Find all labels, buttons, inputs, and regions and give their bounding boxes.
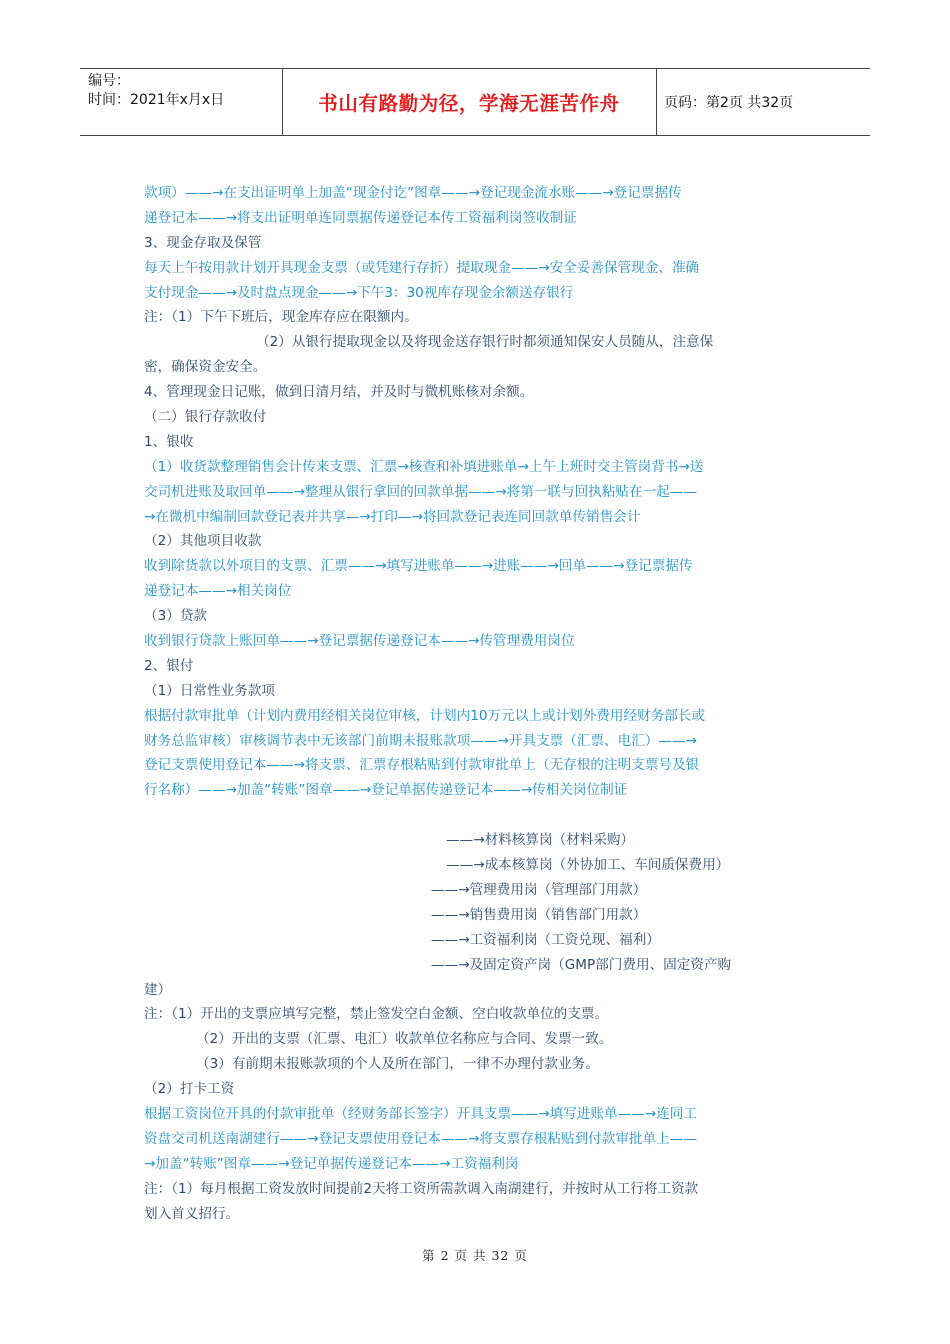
- text-line: 每天上午按用款计划开具现金支票（或凭建行存折）提取现金——→安全妥善保管现金、准确: [144, 259, 700, 276]
- text-line: 支付现金——→及时盘点现金——→下午3：30视库存现金余额送存银行: [144, 284, 574, 301]
- document-time-label: 时间：2021年x月x日: [88, 92, 225, 108]
- text-line: →在微机中编制回款登记表并共享—→打印—→将回款登记表连同回款单传销售会计: [144, 508, 641, 525]
- text-line: 注：（1）开出的支票应填写完整，禁止签发空白金额、空白收款单位的支票。: [144, 1006, 609, 1023]
- text-line: 划入首义招行。: [144, 1205, 240, 1222]
- text-line: 收到除货款以外项目的支票、汇票——→填写进账单——→进账——→回单——→登记票据传: [144, 558, 693, 575]
- text-line: 款项）——→在支出证明单上加盖“现金付讫”图章——→登记现金流水账——→登记票据传: [144, 185, 682, 201]
- text-line: 根据付款审批单（计划内费用经相关岗位审核，计划内10万元以上或计划外费用经财务部长或: [144, 707, 706, 724]
- document-body: [144, 181, 814, 1226]
- text-line: （3）有前期未报账款项的个人及所在部门，一律不办理付款业务。: [196, 1056, 599, 1073]
- text-line: 根据工资岗位开具的付款审批单（经财务部长签字）开具支票——→填写进账单——→连同工: [144, 1105, 697, 1122]
- text-line: ——→及固定资产岗（GMP部门费用、固定资产购: [431, 956, 732, 973]
- text-line: 注：（1）每月根据工资发放时间提前2天将工资所需款调入南湖建行，并按时从工行将工资款: [144, 1180, 699, 1197]
- blank-line: [144, 803, 814, 828]
- text-line: 递登记本——→将支出证明单连同票据传递登记本传工资福利岗签收制证: [144, 209, 577, 226]
- text-line: （2）开出的支票（汇票、电汇）收款单位名称应与合同、发票一致。: [196, 1031, 613, 1048]
- page-header: [80, 68, 870, 136]
- text-line: 密，确保资金安全。: [144, 359, 267, 376]
- header-motto: 书山有路勤为径，学海无涯苦作舟: [318, 92, 620, 115]
- text-line: （1）收货款整理销售会计传来支票、汇票→核查和补填进账单→上午上班时交主管岗背书→送: [144, 458, 704, 475]
- text-line: （3）贷款: [144, 608, 208, 625]
- page-footer: 第 2 页 共 32 页: [422, 1248, 528, 1263]
- text-line: （2）从银行提取现金以及将现金送存银行时都须通知保安人员随从，注意保: [256, 334, 714, 351]
- text-line: 1、银收: [144, 433, 194, 450]
- text-line: ——→材料核算岗（材料采购）: [446, 832, 635, 849]
- text-line: ——→成本核算岗（外协加工、车间质保费用）: [446, 857, 730, 874]
- header-divider: [656, 68, 657, 136]
- text-line: →加盖“转账”图章——→登记单据传递登记本——→工资福利岗: [144, 1155, 519, 1172]
- text-line: 资盘交司机送南湖建行——→登记支票使用登记本——→将支票存根粘贴到付款审批单上——: [144, 1130, 697, 1147]
- text-line: 3、现金存取及保管: [144, 234, 262, 251]
- text-line: （2）其他项目收款: [144, 533, 262, 550]
- text-line: 注：（1）下午下班后，现金库存应在限额内。: [144, 309, 418, 326]
- text-line: 建）: [144, 981, 172, 998]
- text-line: 收到银行贷款上账回单——→登记票据传递登记本——→传管理费用岗位: [144, 633, 575, 650]
- text-line: 登记支票使用登记本——→将支票、汇票存根粘贴到付款审批单上（无存根的注明支票号及银: [144, 757, 700, 774]
- text-line: 递登记本——→相关岗位: [144, 583, 292, 600]
- text-line: ——→销售费用岗（销售部门用款）: [431, 906, 647, 923]
- text-line: 交司机进账及取回单——→整理从银行拿回的回款单据——→将第一联与回执粘贴在一起——: [144, 483, 697, 500]
- header-info: [88, 72, 278, 110]
- text-line: （1）日常性业务款项: [144, 682, 275, 699]
- text-line: （2）打卡工资: [144, 1081, 235, 1098]
- text-line: 行名称）——→加盖“转账”图章——→登记单据传递登记本——→传相关岗位制证: [144, 782, 628, 799]
- text-line: ——→工资福利岗（工资兑现、福利）: [431, 931, 660, 948]
- text-line: 4、管理现金日记账，做到日清月结，并及时与微机账核对余额。: [144, 384, 534, 401]
- text-line: ——→管理费用岗（管理部门用款）: [431, 881, 647, 898]
- text-line: 2、银付: [144, 657, 194, 674]
- text-line: 财务总监审核）审核调节表中无该部门前期未报账款项——→开具支票（汇票、电汇）——→: [144, 732, 697, 749]
- text-line: （二）银行存款收付: [144, 409, 267, 426]
- header-page-number: 页码：第2页 共32页: [664, 95, 794, 111]
- document-number-label: 编号：: [88, 73, 130, 89]
